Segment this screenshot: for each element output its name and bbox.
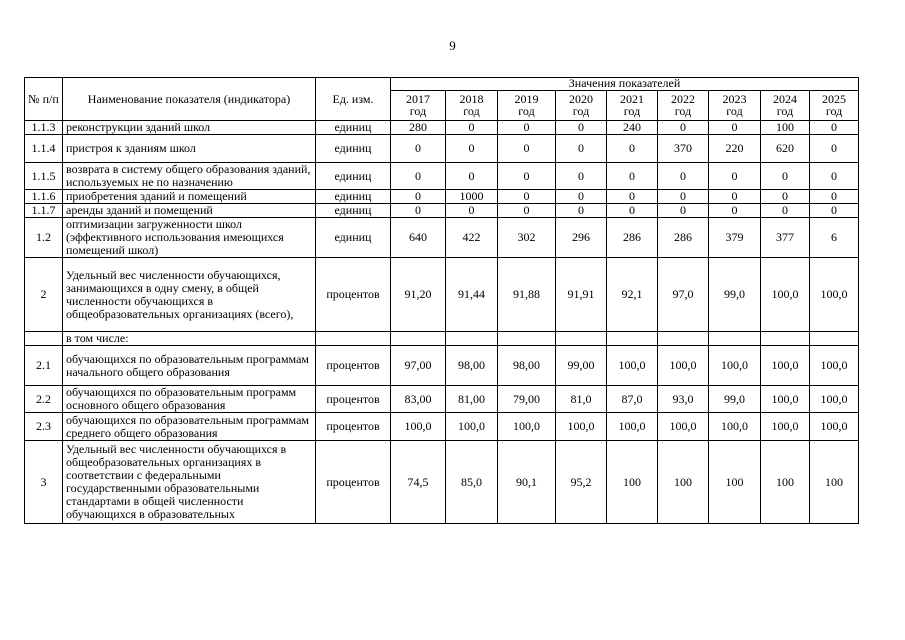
row-value: 0 [391,190,446,204]
row-value: 93,0 [658,386,709,413]
header-name: Наименование показателя (индикатора) [63,78,316,121]
row-value: 0 [810,190,859,204]
row-value: 100,0 [761,413,810,441]
row-value: 83,00 [391,386,446,413]
row-value: 379 [709,218,761,258]
row-value: 100,0 [391,413,446,441]
row-number: 2.1 [25,346,63,386]
row-number: 1.1.4 [25,135,63,163]
table-row [25,413,859,441]
page-number: 9 [449,38,456,53]
row-value: 100,0 [709,346,761,386]
table-header [25,78,859,121]
table-row [25,218,859,258]
row-number: 2 [25,258,63,332]
header-year-number: 2019 [514,92,539,106]
row-unit [316,332,391,346]
header-values-group: Значения показателей [391,78,859,91]
row-value [709,332,761,346]
row-number: 3 [25,441,63,524]
row-value: 0 [556,204,607,218]
row-indicator-name: Удельный вес численности обучающихся в общеобразовательных организациях в соответствии с федеральными государственными образовательными стандартами в общей численности обучающихся в образовательных [63,441,316,524]
row-value: 377 [761,218,810,258]
header-year-suffix: год [409,103,427,118]
row-value: 0 [556,135,607,163]
row-indicator-name: пристроя к зданиям школ [63,135,316,163]
row-value: 0 [761,204,810,218]
table-row [25,346,859,386]
header-year-suffix: год [825,103,843,118]
row-value: 100,0 [761,386,810,413]
row-number: 2.3 [25,413,63,441]
header-year [658,91,709,121]
row-value: 0 [810,204,859,218]
row-value: 0 [658,163,709,190]
row-value: 74,5 [391,441,446,524]
row-number: 1.1.7 [25,204,63,218]
row-value: 0 [810,163,859,190]
row-value: 85,0 [446,441,498,524]
row-value: 370 [658,135,709,163]
row-value: 422 [446,218,498,258]
row-value: 0 [810,135,859,163]
row-indicator-name: в том числе: [63,332,316,346]
row-number [25,332,63,346]
row-value: 100,0 [658,346,709,386]
row-unit: единиц [316,190,391,204]
table-row [25,204,859,218]
row-indicator-name: приобретения зданий и помещений [63,190,316,204]
row-value: 100,0 [658,413,709,441]
row-value: 100,0 [810,413,859,441]
indicators-table [24,77,859,524]
header-year-number: 2021 [620,92,644,106]
row-indicator-name: обучающихся по образовательным программам среднего общего образования [63,413,316,441]
row-number: 2.2 [25,386,63,413]
row-value: 100 [607,441,658,524]
table-row [25,441,859,524]
row-indicator-name: оптимизации загруженности школ (эффективного использования имеющихся помещений школ) [63,218,316,258]
row-value: 0 [761,163,810,190]
table-row [25,163,859,190]
table-body [25,121,859,524]
row-indicator-name: реконструкции зданий школ [63,121,316,135]
header-year [709,91,761,121]
row-value: 0 [761,190,810,204]
row-value: 100,0 [607,413,658,441]
row-value: 0 [607,204,658,218]
row-unit: процентов [316,386,391,413]
header-year-suffix: год [463,103,480,118]
row-value: 100,0 [761,346,810,386]
table-row [25,332,859,346]
row-indicator-name: Удельный вес численности обучающихся, занимающихся в одну смену, в общей численности обучающихся в общеобразовательных организациях (всего), [63,258,316,332]
row-unit: процентов [316,258,391,332]
row-value: 91,44 [446,258,498,332]
row-unit: процентов [316,441,391,524]
row-value: 100,0 [607,346,658,386]
row-value: 0 [498,163,556,190]
header-year-suffix: год [623,103,641,118]
header-unit: Ед. изм. [316,78,391,121]
row-value: 95,2 [556,441,607,524]
row-value: 100 [761,441,810,524]
row-number: 1.1.6 [25,190,63,204]
row-value: 100,0 [556,413,607,441]
row-value: 0 [498,121,556,135]
row-unit: единиц [316,121,391,135]
header-year [391,91,446,121]
row-value: 100 [761,121,810,135]
row-value: 90,1 [498,441,556,524]
row-indicator-name: обучающихся по образовательным программ основного общего образования [63,386,316,413]
row-value: 100 [709,441,761,524]
header-year-number: 2025 [822,92,847,106]
row-value [446,332,498,346]
row-value: 99,00 [556,346,607,386]
row-value: 100,0 [810,386,859,413]
row-indicator-name: возврата в систему общего образования зданий, используемых не по назначению [63,163,316,190]
row-value: 99,0 [709,386,761,413]
header-year-suffix: год [518,103,535,118]
row-value: 0 [658,121,709,135]
row-value: 0 [446,135,498,163]
table-row [25,135,859,163]
header-year-suffix: год [674,103,692,118]
row-value: 286 [607,218,658,258]
row-value: 296 [556,218,607,258]
header-num: № п/п [25,78,63,121]
row-value [761,332,810,346]
row-value: 240 [607,121,658,135]
table-row [25,258,859,332]
row-value [391,332,446,346]
row-value: 0 [391,204,446,218]
row-value: 0 [607,163,658,190]
header-year-suffix: год [776,103,794,118]
row-value: 98,00 [498,346,556,386]
row-value: 79,00 [498,386,556,413]
header-year [810,91,859,121]
header-year-number: 2024 [773,92,797,106]
row-value: 280 [391,121,446,135]
row-value: 0 [709,121,761,135]
row-value: 0 [498,204,556,218]
row-value: 0 [810,121,859,135]
row-number: 1.1.5 [25,163,63,190]
header-year [498,91,556,121]
row-number: 1.1.3 [25,121,63,135]
row-indicator-name: аренды зданий и помещений [63,204,316,218]
row-value: 0 [658,204,709,218]
row-value: 87,0 [607,386,658,413]
row-value: 91,91 [556,258,607,332]
row-value: 0 [498,190,556,204]
row-value [498,332,556,346]
row-value: 97,00 [391,346,446,386]
header-year-number: 2023 [722,92,747,106]
row-value: 97,0 [658,258,709,332]
row-value [607,332,658,346]
row-value: 91,88 [498,258,556,332]
row-unit: единиц [316,135,391,163]
header-year-number: 2017 [406,92,430,106]
row-value: 0 [391,163,446,190]
row-value: 0 [556,190,607,204]
row-value: 620 [761,135,810,163]
table-row [25,121,859,135]
row-value: 286 [658,218,709,258]
row-value [556,332,607,346]
row-value: 98,00 [446,346,498,386]
row-value: 0 [498,135,556,163]
table-row [25,386,859,413]
header-year-number: 2018 [459,92,484,106]
row-unit: единиц [316,163,391,190]
row-value: 100,0 [761,258,810,332]
row-value: 0 [709,204,761,218]
row-value: 81,00 [446,386,498,413]
row-value: 91,20 [391,258,446,332]
row-value: 220 [709,135,761,163]
row-value: 0 [391,135,446,163]
header-year [446,91,498,121]
row-unit: единиц [316,204,391,218]
row-value: 0 [446,121,498,135]
row-value: 100,0 [810,258,859,332]
row-value: 1000 [446,190,498,204]
row-value: 6 [810,218,859,258]
row-unit: процентов [316,346,391,386]
row-unit: процентов [316,413,391,441]
row-value: 100 [810,441,859,524]
row-value: 0 [607,190,658,204]
row-value: 0 [446,204,498,218]
row-value: 640 [391,218,446,258]
row-value: 100,0 [446,413,498,441]
header-year-suffix: год [726,103,743,118]
row-value: 0 [658,190,709,204]
row-value: 92,1 [607,258,658,332]
row-value: 0 [556,163,607,190]
row-value: 0 [446,163,498,190]
row-value: 302 [498,218,556,258]
header-year-number: 2020 [569,92,593,106]
header-year [607,91,658,121]
row-value: 99,0 [709,258,761,332]
table-row [25,190,859,204]
row-value: 100,0 [810,346,859,386]
row-value: 81,0 [556,386,607,413]
header-year [556,91,607,121]
row-value: 0 [607,135,658,163]
row-value: 0 [709,163,761,190]
row-indicator-name: обучающихся по образовательным программам начального общего образования [63,346,316,386]
row-value: 100,0 [498,413,556,441]
row-value: 100 [658,441,709,524]
row-number: 1.2 [25,218,63,258]
header-year-suffix: год [572,103,590,118]
row-value [658,332,709,346]
row-value: 0 [556,121,607,135]
header-year-number: 2022 [671,92,695,106]
row-value: 0 [709,190,761,204]
row-value [810,332,859,346]
row-value: 100,0 [709,413,761,441]
header-year [761,91,810,121]
row-unit: единиц [316,218,391,258]
